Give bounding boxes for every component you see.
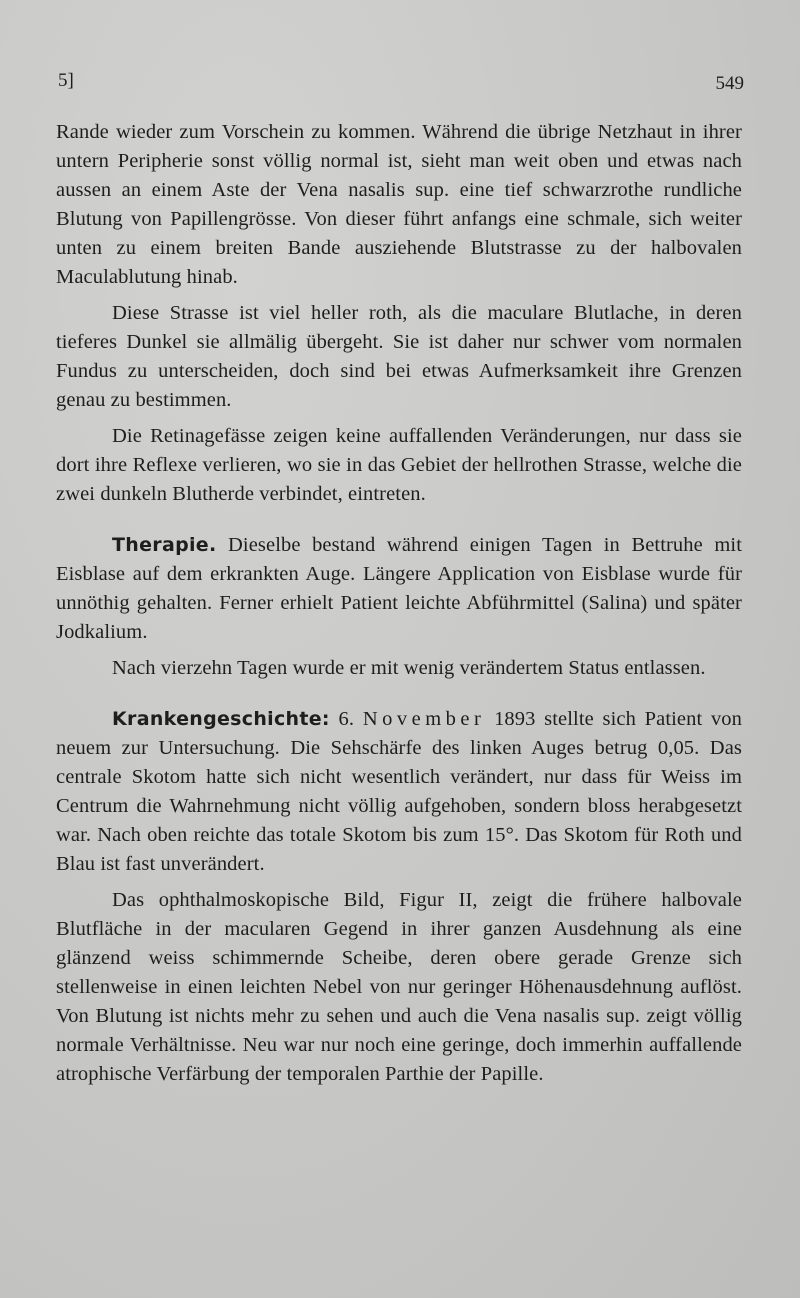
body-text — [56, 118, 742, 1089]
paragraph-7: Das ophthalmoskopische Bild, Figur II, zeigt die frühere halbovale Blutfläche in der macularen Gegend in ihrer ganzen Ausdehnung als eine glänzend weiss schimmernde Scheibe, deren obere gerade Grenze sich stellenweise in einen leichten Nebel von nur geringer Höhenausdehnung auflöst. Von Blutung ist nichts mehr zu sehen und auch die Vena nasalis sup. zeigt völlig normale Verhältnisse. Neu war nur noch eine geringe, doch immerhin auffallende atrophische Verfärbung der temporalen Parthie der Papille. — [56, 889, 742, 1085]
paragraph-therapie — [56, 531, 742, 647]
running-header — [58, 70, 744, 94]
paragraph-3: Die Retinagefässe zeigen keine auffallenden Veränderungen, nur dass sie dort ihre Reflexe verlieren, wo sie in das Gebiet der hellrothen Strasse, welche die zwei dunkeln Blutherde verbindet, eintreten. — [56, 425, 742, 505]
paragraph-1: Rande wieder zum Vorschein zu kommen. Während die übrige Netzhaut in ihrer untern Peripherie sonst völlig normal ist, sieht man weit oben und etwas nach aussen an einem Aste der Vena nasalis sup. eine tief schwarzrothe rundliche Blutung von Papillengrösse. Von dieser führt anfangs eine schmale, sich weiter unten zu einem breiten Bande ausziehende Blutstrasse zu der halbovalen Maculablutung hinab. — [56, 121, 742, 288]
therapie-text: Dieselbe bestand während einigen Tagen in Bettruhe mit Eisblase auf dem erkrankten Auge. Längere Application von Eisblase wurde für unnöthig gehalten. Ferner erhielt Patient leichte Abführmittel (Salina) und später Jodkalium. — [56, 534, 743, 643]
date-month: November — [362, 708, 486, 730]
krankengeschichte-heading: Krankengeschichte: — [112, 708, 330, 730]
section-marker: 5] — [58, 70, 74, 91]
paragraph-2: Diese Strasse ist viel heller roth, als die maculare Blutlache, in deren tieferes Dunkel sie allmälig übergeht. Sie ist daher nur schwer vom normalen Fundus zu unterscheiden, doch sind bei etwas Aufmerksamkeit ihre Grenzen genau zu bestimmen. — [56, 302, 742, 411]
therapie-heading: Therapie. — [112, 534, 217, 556]
paragraph-5: Nach vierzehn Tagen wurde er mit wenig verändertem Status entlassen. — [112, 657, 706, 679]
page-number: 549 — [715, 73, 744, 94]
paragraph-krankengeschichte — [56, 705, 742, 879]
date-day: 6. — [338, 708, 355, 730]
krankengeschichte-text: 1893 stellte sich Patient von neuem zur Untersuchung. Die Sehschärfe des linken Auges betrug 0,05. Das centrale Skotom hatte sich nicht wesentlich verändert, nur dass für Weiss im Centrum die Wahrnehmung nicht völlig aufgehoben, sondern bloss herabgesetzt war. Nach oben reichte das totale Skotom bis zum 15°. Das Skotom für Roth und Blau ist fast unverändert. — [56, 708, 742, 875]
